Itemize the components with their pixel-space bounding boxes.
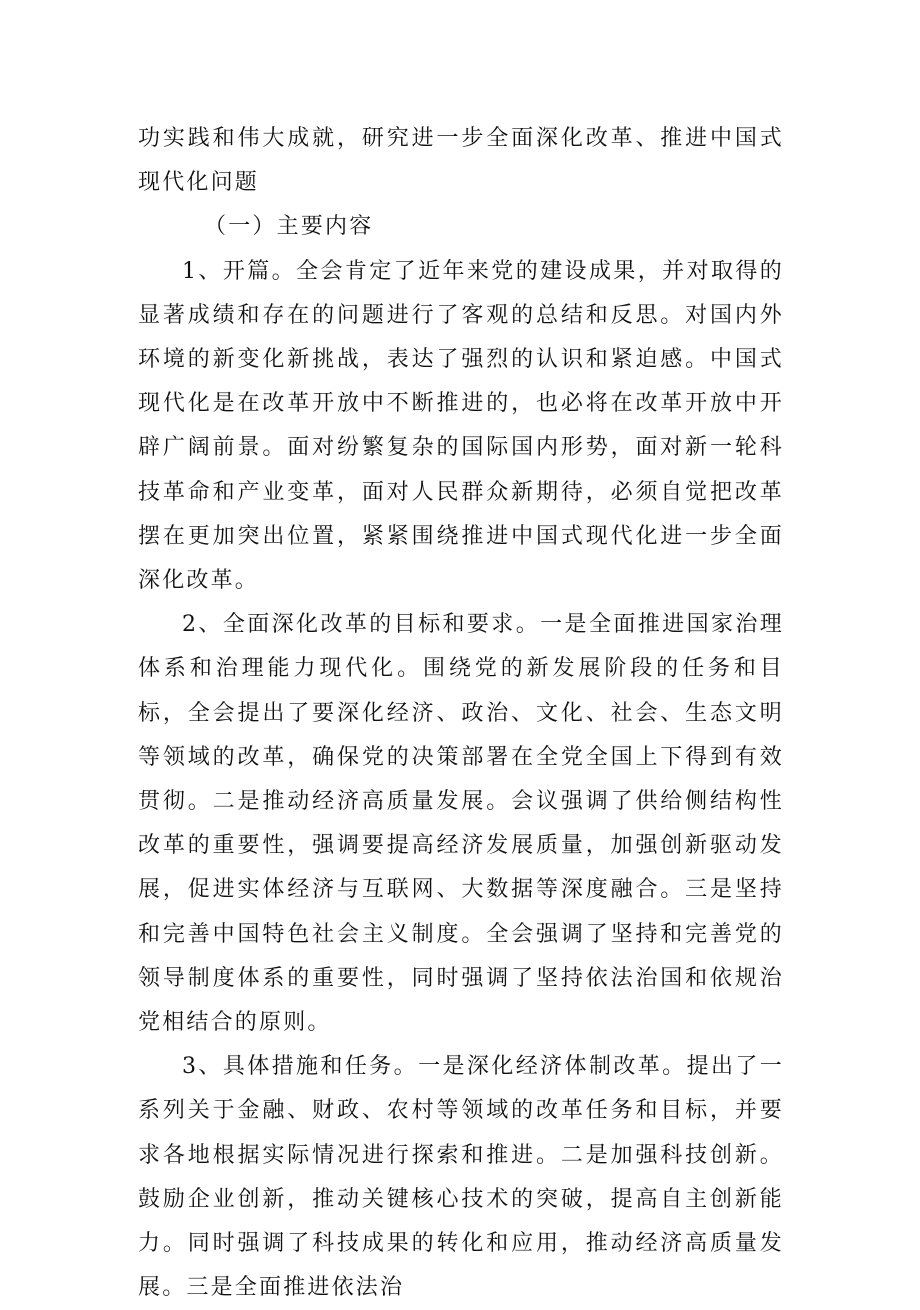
body-paragraph-opening: 1、开篇。全会肯定了近年来党的建设成果，并对取得的显著成绩和存在的问题进行了客观的总结和反思。对国内外环境的新变化新挑战，表达了强烈的认识和紧迫感。中国式现代化是在改革开放中不断推进的，也必将在改革开放中开辟广阔前景。面对纷繁复杂的国际国内形势，面对新一轮科技革命和产业变革，面对人民群众新期待，必须自觉把改革摆在更加突出位置，紧紧围绕推进中国式现代化进一步全面深化改革。: [138, 258, 784, 594]
section-heading: （一）主要内容: [204, 214, 374, 240]
body-paragraph-measures: 3、具体措施和任务。一是深化经济体制改革。提出了一系列关于金融、财政、农村等领域的改革任务和目标，并要求各地根据实际情况进行探索和推进。二是加强科技创新。鼓励企业创新，推动关键核心技术的突破，提高自主创新能力。同时强调了科技成果的转化和应用，推动经济高质量发展。三是全面推进依法治: [138, 1054, 784, 1301]
continuation-paragraph: 功实践和伟大成就，研究进一步全面深化改革、推进中国式现代化问题: [138, 126, 784, 196]
document-page: [138, 117, 784, 1310]
body-paragraph-goals: 2、全面深化改革的目标和要求。一是全面推进国家治理体系和治理能力现代化。围绕党的新发展阶段的任务和目标，全会提出了要深化经济、政治、文化、社会、生态文明等领域的改革，确保党的决策部署在全党全国上下得到有效贯彻。二是推动经济高质量发展。会议强调了供给侧结构性改革的重要性，强调要提高经济发展质量，加强创新驱动发展，促进实体经济与互联网、大数据等深度融合。三是坚持和完善中国特色社会主义制度。全会强调了坚持和完善党的领导制度体系的重要性，同时强调了坚持依法治国和依规治党相结合的原则。: [138, 612, 784, 1036]
